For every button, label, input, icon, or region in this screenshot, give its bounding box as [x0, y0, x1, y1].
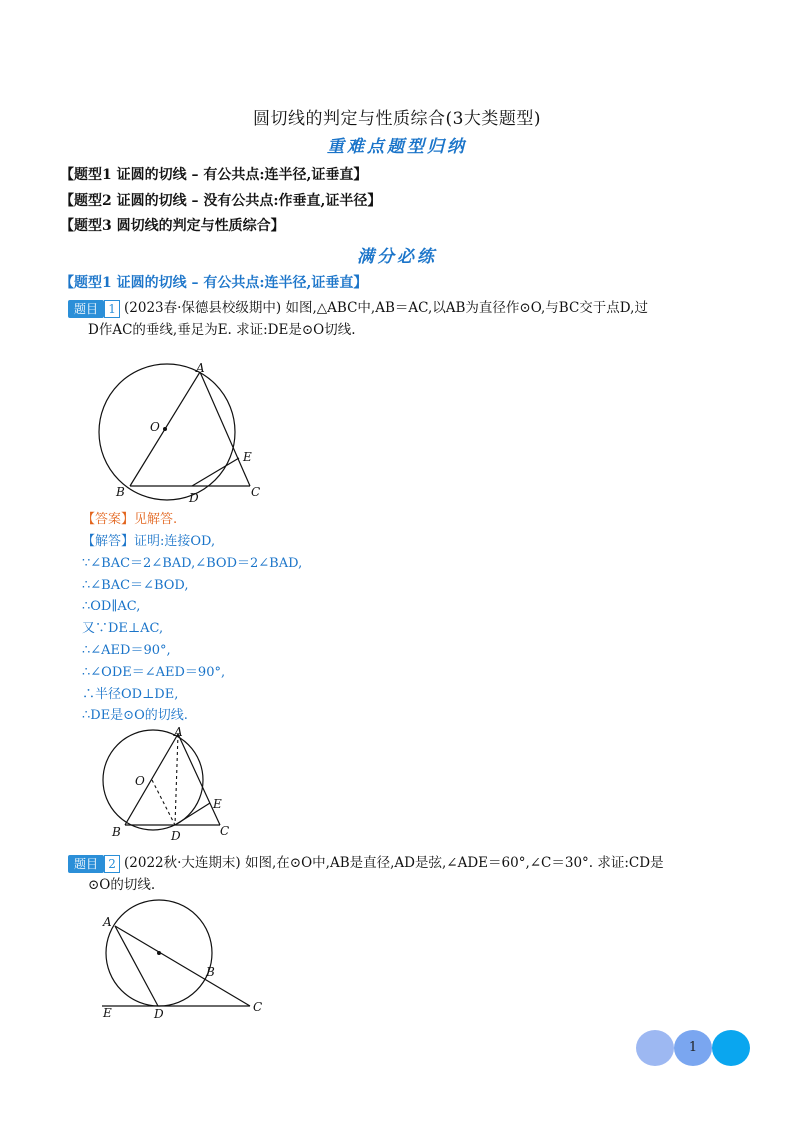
solution-line: ∵∠BAC＝2∠BAD,∠BOD＝2∠BAD, [82, 555, 303, 571]
toc-item-1: 【题型1 证圆的切线 – 有公共点:连半径,证垂直】 [60, 167, 368, 183]
solution-label: 【解答】 [82, 534, 135, 549]
solution-first-line [82, 531, 302, 553]
fig1-label-C: C [251, 485, 261, 499]
question-2-text-line1: (2022秋·大连期末) 如图,在⊙O中,AB是直径,AD是弦,∠ADE＝60°,∠C＝30°. 求证:CD是 [124, 855, 664, 871]
fig1-label-B: B [116, 485, 125, 499]
toc-item-3: 【题型3 圆切线的判定与性质综合】 [60, 218, 285, 234]
fig3-label-B: B [206, 965, 215, 979]
solution-line: ∴OD∥AC, [82, 599, 141, 615]
question-badge: 题目 [68, 300, 104, 318]
fig1-label-D: D [189, 491, 199, 505]
question-badge: 题目 [68, 855, 104, 873]
question-2-text-line2: ⊙O的切线. [88, 877, 156, 893]
fig2-label-D: D [171, 829, 181, 843]
page-dot-right [712, 1030, 750, 1066]
page-title: 圆切线的判定与性质综合(3大类题型) [252, 109, 542, 129]
section-heading-practice: 满分必练 [357, 247, 437, 267]
fig1-label-A: A [196, 361, 205, 375]
question-2 [68, 852, 728, 896]
question-number: 1 [104, 300, 120, 318]
section-title-type1: 【题型1 证圆的切线 – 有公共点:连半径,证垂直】 [60, 275, 368, 291]
page-number: 1 [688, 1040, 698, 1055]
solution-line: ∴半径OD⊥DE, [82, 686, 179, 702]
fig3-label-E: E [103, 1006, 112, 1020]
solution-block [82, 531, 302, 727]
fig2-label-A: A [174, 725, 183, 739]
solution-first-text: 证明:连接OD, [134, 534, 216, 549]
page-dot-left [636, 1030, 674, 1066]
fig2-label-E: E [213, 797, 222, 811]
figure-2 [100, 903, 270, 1023]
solution-line: 又∵DE⊥AC, [82, 621, 164, 637]
question-number: 2 [104, 855, 120, 873]
fig3-label-A: A [103, 915, 112, 929]
fig2-label-O: O [135, 774, 145, 788]
toc-item-2: 【题型2 证圆的切线 – 没有公共点:作垂直,证半径】 [60, 193, 382, 209]
fig3-label-D: D [154, 1007, 164, 1021]
fig1-label-O: O [150, 420, 160, 434]
page-number-badge [636, 1030, 752, 1066]
section-heading-summary: 重难点题型归纳 [327, 137, 467, 157]
figure-solution [100, 725, 240, 843]
question-1 [68, 297, 728, 341]
solution-line: ∴∠BAC＝∠BOD, [82, 577, 189, 593]
question-1-text-line1: (2023春·保德县校级期中) 如图,△ABC中,AB＝AC,以AB为直径作⊙O,与BC交于点D,过 [124, 300, 648, 316]
answer-line [82, 509, 177, 531]
solution-line: ∴∠ODE＝∠AED＝90°, [82, 664, 226, 680]
answer-text: 见解答. [134, 512, 178, 527]
figure-1 [95, 360, 295, 505]
solution-line: ∴DE是⊙O的切线. [82, 708, 188, 724]
answer-label: 【答案】 [82, 512, 135, 527]
fig2-label-C: C [220, 824, 230, 838]
fig3-label-C: C [253, 1000, 263, 1014]
fig2-label-B: B [112, 825, 121, 839]
solution-line: ∴∠AED＝90°, [82, 642, 171, 658]
fig1-label-E: E [243, 450, 252, 464]
question-1-text-line2: D作AC的垂线,垂足为E. 求证:DE是⊙O切线. [88, 322, 356, 338]
